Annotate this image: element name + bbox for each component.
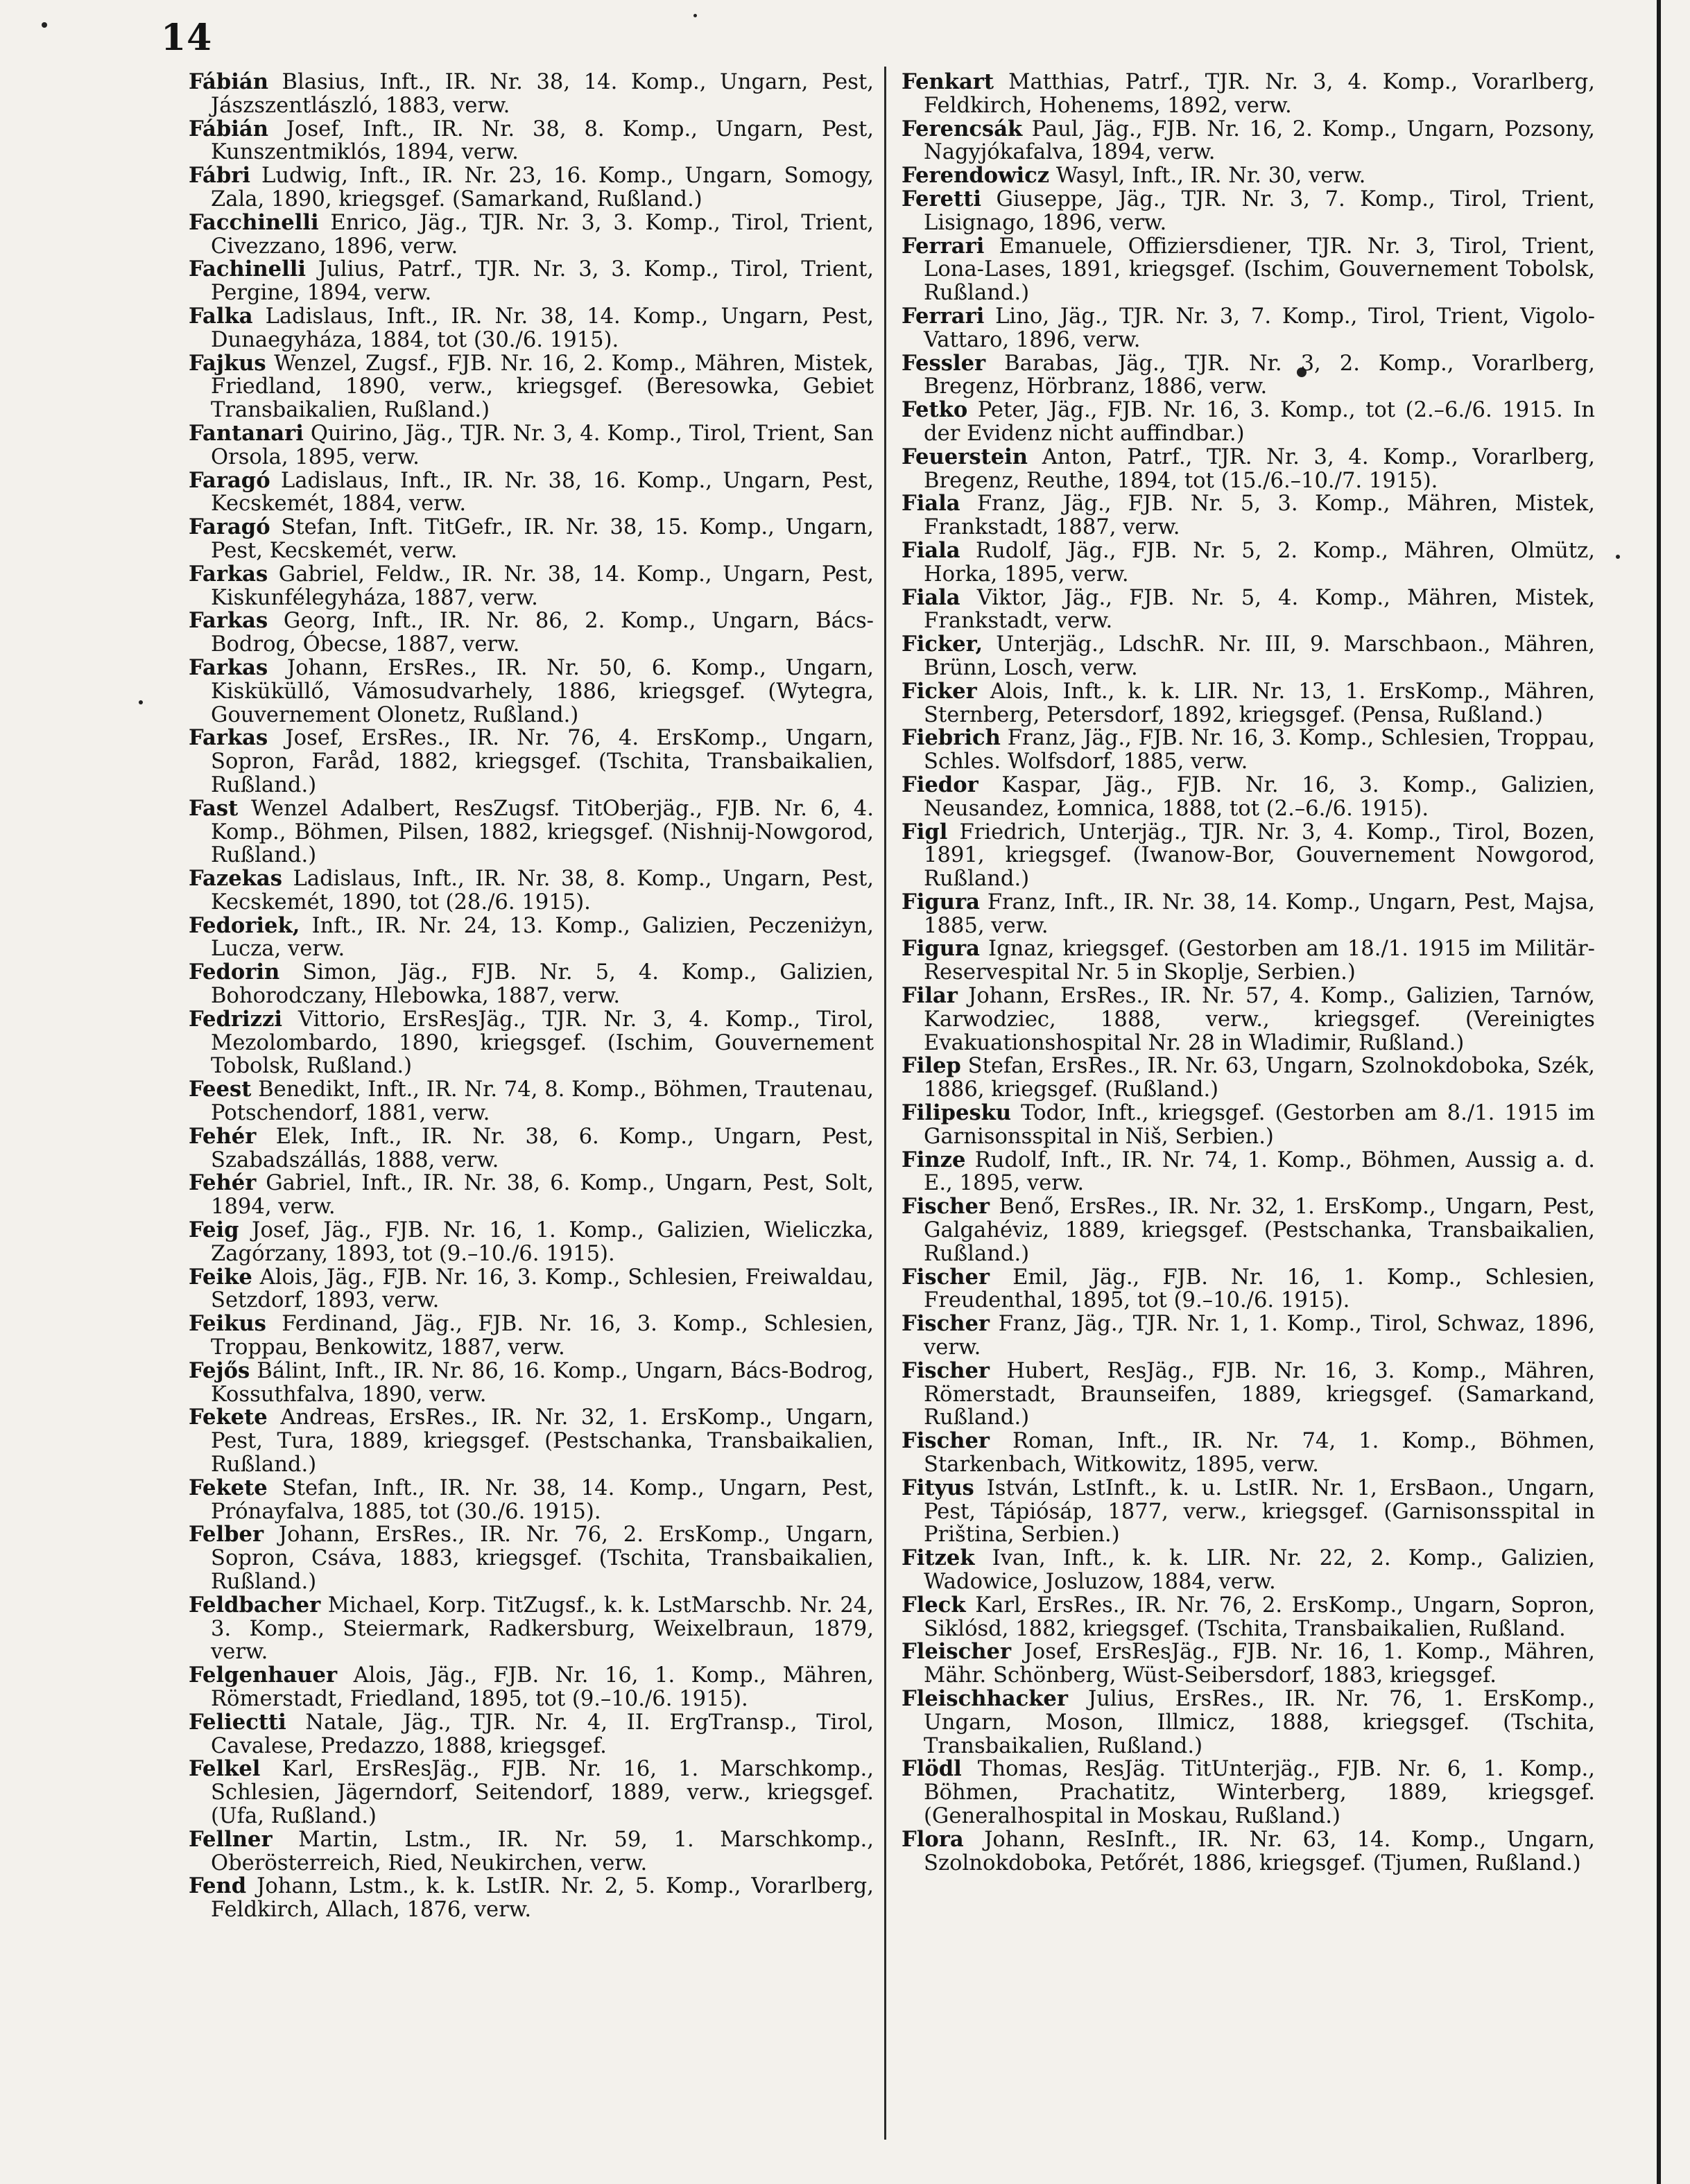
entry-surname: Fiala	[902, 491, 960, 517]
register-entry	[189, 1360, 874, 1407]
entry-surname: Figura	[902, 936, 980, 962]
entry-surname: Fiala	[902, 537, 960, 563]
entry-details: Karl, ErsRes., IR. Nr. 76, 2. ErsKomp., Ungarn, Sopron, Siklósd, 1882, kriegsgef. (Tschita, Transbaikalien, Rußland.	[924, 1593, 1595, 1641]
entry-surname: Ferrari	[902, 233, 985, 259]
scan-speck	[42, 22, 47, 28]
entry-surname: Filar	[902, 983, 958, 1009]
register-entry	[902, 1640, 1595, 1688]
register-entry	[189, 305, 874, 352]
register-entry	[902, 1312, 1595, 1360]
entry-details: Simon, Jäg., FJB. Nr. 5, 4. Komp., Galizien, Bohorodczany, Hlebowka, 1887, verw.	[211, 960, 874, 1009]
register-entry	[902, 118, 1595, 165]
entry-details: Giuseppe, Jäg., TJR. Nr. 3, 7. Komp., Tirol, Trient, Lisignago, 1896, verw.	[924, 187, 1595, 235]
register-entry	[189, 71, 874, 118]
entry-surname: Fischer	[902, 1311, 990, 1337]
register-entry	[189, 1828, 874, 1875]
entry-details: Gabriel, Inft., IR. Nr. 38, 6. Komp., Ungarn, Pest, Solt, 1894, verw.	[211, 1171, 874, 1220]
register-entry	[189, 1172, 874, 1219]
entry-surname: Flora	[902, 1826, 964, 1852]
entry-details: Stefan, Inft., IR. Nr. 38, 14. Komp., Ungarn, Pest, Prónayfalva, 1885, tot (30./6. 1915).	[211, 1475, 874, 1524]
entry-surname: Facchinelli	[189, 209, 319, 235]
entry-surname: Fleischhacker	[902, 1685, 1068, 1711]
register-entry	[902, 727, 1595, 774]
entry-surname: Faragó	[189, 514, 270, 540]
entry-surname: Ficker,	[902, 632, 983, 657]
entry-details: Wenzel, Zugsf., FJB. Nr. 16, 2. Komp., Mähren, Mistek, Friedland, 1890, verw., kriegsgef. (Beresowka, Gebiet Transbaikalien, Rußland.)	[211, 351, 874, 423]
entry-details: Wenzel Adalbert, ResZugsf. TitOberjäg., FJB. Nr. 6, 4. Komp., Böhmen, Pilsen, 1882, kriegsgef. (Nishnij-Nowgorod, Rußland.)	[211, 796, 874, 868]
register-entry	[189, 727, 874, 797]
entry-surname: Farkas	[189, 725, 268, 751]
register-entry	[902, 774, 1595, 821]
register-entry	[189, 422, 874, 469]
register-entry	[902, 188, 1595, 235]
register-entry	[189, 118, 874, 165]
register-entry	[902, 891, 1595, 938]
entry-surname: Fityus	[902, 1475, 974, 1500]
register-entry	[189, 797, 874, 867]
entry-surname: Falka	[189, 303, 253, 329]
entry-surname: Feuerstein	[902, 444, 1028, 469]
right-column	[902, 71, 1595, 1875]
entry-surname: Fellner	[189, 1826, 273, 1852]
register-entry	[189, 609, 874, 657]
entry-details: Josef, ErsResJäg., FJB. Nr. 16, 1. Komp., Mähren, Mähr. Schönberg, Wüst-Seibersdorf, 1883, kriegsgef.	[924, 1640, 1595, 1688]
entry-surname: Fábián	[189, 116, 268, 141]
entry-surname: Fessler	[902, 350, 986, 376]
entry-details: Ludwig, Inft., IR. Nr. 23, 16. Komp., Ungarn, Somogy, Zala, 1890, kriegsgef. (Samarkand, Rußland.)	[211, 164, 874, 211]
entry-details: Franz, Jäg., FJB. Nr. 16, 3. Komp., Schlesien, Troppau, Schles. Wolfsdorf, 1885, verw.	[924, 726, 1595, 774]
entry-details: Matthias, Patrf., TJR. Nr. 3, 4. Komp., Vorarlberg, Feldkirch, Hohenems, 1892, verw.	[924, 70, 1595, 118]
entry-details: Viktor, Jäg., FJB. Nr. 5, 4. Komp., Mähren, Mistek, Frankstadt, verw.	[924, 585, 1595, 634]
entry-surname: Fajkus	[189, 350, 266, 376]
register-entry	[189, 1664, 874, 1711]
entry-details: Blasius, Inft., IR. Nr. 38, 14. Komp., Ungarn, Pest, Jászszentlászló, 1883, verw.	[211, 70, 874, 118]
entry-details: Emanuele, Offiziersdiener, TJR. Nr. 3, Tirol, Trient, Lona-Lases, 1891, kriegsgef. (Ischim, Gouvernement Tobolsk, Rußland.)	[924, 234, 1595, 306]
register-entry	[189, 563, 874, 610]
register-entry	[189, 1266, 874, 1313]
entry-details: Ladislaus, Inft., IR. Nr. 38, 14. Komp., Ungarn, Pest, Dunaegyháza, 1884, tot (30./6. 1915).	[211, 304, 874, 352]
entry-details: Benő, ErsRes., IR. Nr. 32, 1. ErsKomp., Ungarn, Pest, Galgahéviz, 1889, kriegsgef. (Pestschanka, Transbaikalien, Rußland.)	[924, 1195, 1595, 1266]
entry-details: Bálint, Inft., IR. Nr. 86, 16. Komp., Ungarn, Bács-Bodrog, Kossuthfalva, 1890, verw.	[211, 1358, 874, 1407]
register-entry	[902, 1758, 1595, 1828]
entry-surname: Fedoriek,	[189, 912, 300, 938]
entry-details: Inft., IR. Nr. 24, 13. Komp., Galizien, Peczeniżyn, Lucza, verw.	[211, 913, 874, 962]
entry-surname: Fábián	[189, 69, 268, 94]
register-entry	[902, 399, 1595, 446]
entry-details: Martin, Lstm., IR. Nr. 59, 1. Marschkomp., Oberösterreich, Ried, Neukirchen, verw.	[211, 1827, 874, 1875]
left-column	[189, 71, 874, 1922]
entry-surname: Fekete	[189, 1475, 268, 1500]
entry-surname: Fejős	[189, 1358, 250, 1383]
entry-surname: Fleck	[902, 1592, 966, 1618]
entry-details: Johann, Lstm., k. k. LstIR. Nr. 2, 5. Komp., Vorarlberg, Feldkirch, Allach, 1876, verw.	[211, 1874, 874, 1923]
register-entry	[902, 1149, 1595, 1196]
register-entry	[902, 1430, 1595, 1477]
entry-surname: Feest	[189, 1077, 252, 1102]
register-entry	[902, 680, 1595, 727]
register-entry	[189, 1594, 874, 1664]
entry-details: Hubert, ResJäg., FJB. Nr. 16, 3. Komp., Mähren, Römerstadt, Braunseifen, 1889, kriegsgef. (Samarkand, Rußland.)	[924, 1358, 1595, 1430]
entry-details: István, LstInft., k. u. LstIR. Nr. 1, ErsBaon., Ungarn, Pest, Tápiósáp, 1877, verw., kriegsgef. (Garnisonsspital in Priština, Serbien.)	[924, 1475, 1595, 1548]
register-entry	[189, 657, 874, 727]
entry-surname: Fiebrich	[902, 725, 1001, 751]
entry-details: Andreas, ErsRes., IR. Nr. 32, 1. ErsKomp., Ungarn, Pest, Tura, 1889, kriegsgef. (Pestschanka, Transbaikalien, Rußland.)	[211, 1405, 874, 1477]
entry-details: Johann, ResInft., IR. Nr. 63, 14. Komp., Ungarn, Szolnokdoboka, Petőrét, 1886, kriegsgef. (Tjumen, Rußland.)	[924, 1827, 1595, 1875]
entry-details: Barabas, Jäg., TJR. Nr. 3, 2. Komp., Vorarlberg, Bregenz, Hörbranz, 1886, verw.	[924, 351, 1595, 399]
entry-details: Ladislaus, Inft., IR. Nr. 38, 16. Komp., Ungarn, Pest, Kecskemét, 1884, verw.	[211, 468, 874, 517]
entry-surname: Finze	[902, 1147, 966, 1172]
entry-surname: Fekete	[189, 1405, 268, 1430]
page-number: 14	[161, 17, 213, 59]
register-entry	[902, 1477, 1595, 1547]
entry-details: Ignaz, kriegsgef. (Gestorben am 18./1. 1915 im Militär-Reservespital Nr. 5 in Skoplje, Serbien.)	[924, 937, 1595, 985]
entry-surname: Fast	[189, 795, 239, 821]
register-entry	[189, 1406, 874, 1476]
register-entry	[902, 1055, 1595, 1102]
register-entry	[189, 1008, 874, 1078]
entry-details: Paul, Jäg., FJB. Nr. 16, 2. Komp., Ungarn, Pozsony, Nagyjókafalva, 1894, verw.	[924, 116, 1595, 165]
entry-surname: Fischer	[902, 1194, 990, 1220]
register-entry	[189, 352, 874, 422]
entry-details: Johann, ErsRes., IR. Nr. 57, 4. Komp., Galizien, Tarnów, Karwodziec, 1888, verw., kriegsgef. (Vereinigtes Evakuationshospital Nr. 28 in Wladimir, Rußland.)	[924, 984, 1595, 1055]
entry-details: Peter, Jäg., FJB. Nr. 16, 3. Komp., tot (2.–6./6. 1915. In der Evidenz nicht auffindbar.)	[924, 398, 1595, 446]
entry-surname: Feretti	[902, 186, 981, 211]
register-entry	[189, 1477, 874, 1524]
register-entry	[902, 492, 1595, 539]
entry-surname: Feike	[189, 1264, 252, 1290]
entry-details: Rudolf, Inft., IR. Nr. 74, 1. Komp., Böhmen, Aussig a. d. E., 1895, verw.	[924, 1147, 1595, 1196]
register-entry	[189, 867, 874, 915]
entry-details: Ivan, Inft., k. k. LIR. Nr. 22, 2. Komp., Galizien, Wadowice, Josluzow, 1884, verw.	[924, 1546, 1595, 1594]
register-entry	[189, 1078, 874, 1125]
entry-details: Ferdinand, Jäg., FJB. Nr. 16, 3. Komp., Schlesien, Troppau, Benkowitz, 1887, verw.	[211, 1312, 874, 1360]
entry-details: Roman, Inft., IR. Nr. 74, 1. Komp., Böhmen, Starkenbach, Witkowitz, 1895, verw.	[924, 1429, 1595, 1477]
entry-details: Michael, Korp. TitZugsf., k. k. LstMarschb. Nr. 24, 3. Komp., Steiermark, Radkersburg, Weixelbraun, 1879, verw.	[211, 1593, 874, 1665]
entry-surname: Flödl	[902, 1756, 962, 1782]
entry-surname: Ferencsák	[902, 116, 1023, 141]
scan-speck	[139, 700, 143, 704]
register-entry	[189, 1312, 874, 1360]
entry-details: Lino, Jäg., TJR. Nr. 3, 7. Komp., Tirol, Trient, Vigolo-Vattaro, 1896, verw.	[924, 304, 1595, 352]
entry-surname: Faragó	[189, 467, 270, 493]
entry-details: Enrico, Jäg., TJR. Nr. 3, 3. Komp., Tirol, Trient, Civezzano, 1896, verw.	[211, 210, 874, 259]
entry-details: Wasyl, Inft., IR. Nr. 30, verw.	[1049, 164, 1366, 189]
entry-details: Johann, ErsRes., IR. Nr. 50, 6. Komp., Ungarn, Kisküküllő, Vámosudvarhely, 1886, kriegsgef. (Wytegra, Gouvernement Olonetz, Rußland.)	[211, 655, 874, 727]
register-entry	[189, 211, 874, 259]
register-entry	[902, 633, 1595, 680]
entry-surname: Felber	[189, 1522, 264, 1548]
register-entry	[902, 937, 1595, 985]
entry-details: Franz, Jäg., TJR. Nr. 1, 1. Komp., Tirol, Schwaz, 1896, verw.	[924, 1312, 1595, 1360]
register-entry	[189, 1523, 874, 1593]
entry-surname: Fantanari	[189, 420, 304, 446]
entry-details: Karl, ErsResJäg., FJB. Nr. 16, 1. Marschkomp., Schlesien, Jägerndorf, Seitendorf, 1889, verw., kriegsgef. (Ufa, Rußland.)	[211, 1757, 874, 1828]
register-entry	[189, 1875, 874, 1922]
entry-details: Quirino, Jäg., TJR. Nr. 3, 4. Komp., Tirol, Trient, San Orsola, 1895, verw.	[211, 421, 874, 469]
register-entry	[189, 961, 874, 1008]
register-entry	[902, 352, 1595, 399]
entry-surname: Fischer	[902, 1358, 990, 1383]
entry-details: Kaspar, Jäg., FJB. Nr. 16, 3. Komp., Galizien, Neusandez, Łomnica, 1888, tot (2.–6./6. 1915).	[924, 772, 1595, 821]
entry-surname: Filipesku	[902, 1100, 1012, 1126]
entry-surname: Feikus	[189, 1311, 266, 1337]
register-entry	[902, 1685, 1595, 1758]
entry-surname: Ferrari	[902, 303, 985, 329]
entry-details: Julius, Patrf., TJR. Nr. 3, 3. Komp., Tirol, Trient, Pergine, 1894, verw.	[211, 257, 874, 306]
entry-surname: Farkas	[189, 655, 268, 680]
register-entry	[189, 469, 874, 517]
entry-details: Stefan, Inft. TitGefr., IR. Nr. 38, 15. Komp., Ungarn, Pest, Kecskemét, verw.	[211, 515, 874, 563]
register-entry	[189, 258, 874, 305]
entry-details: Elek, Inft., IR. Nr. 38, 6. Komp., Ungarn, Pest, Szabadszállás, 1888, verw.	[211, 1124, 874, 1172]
entry-details: Rudolf, Jäg., FJB. Nr. 5, 2. Komp., Mähren, Olmütz, Horka, 1895, verw.	[924, 538, 1595, 587]
entry-surname: Fazekas	[189, 866, 282, 892]
entry-details: Ladislaus, Inft., IR. Nr. 38, 8. Komp., Ungarn, Pest, Kecskemét, 1890, tot (28./6. 1915).	[211, 867, 874, 915]
entry-details: Natale, Jäg., TJR. Nr. 4, II. ErgTransp., Tirol, Cavalese, Predazzo, 1888, kriegsgef.	[211, 1710, 874, 1758]
scan-speck	[693, 14, 697, 17]
register-entry	[902, 446, 1595, 493]
entry-details: Johann, ErsRes., IR. Nr. 76, 2. ErsKomp., Ungarn, Sopron, Csáva, 1883, kriegsgef. (Tschita, Transbaikalien, Rußland.)	[211, 1523, 874, 1594]
register-entry	[189, 164, 874, 211]
entry-surname: Feldbacher	[189, 1592, 321, 1618]
entry-surname: Fehér	[189, 1170, 257, 1196]
register-entry	[189, 1219, 874, 1266]
register-entry	[902, 1360, 1595, 1430]
entry-details: Alois, Jäg., FJB. Nr. 16, 1. Komp., Mähren, Römerstadt, Friedland, 1895, tot (9.–10./6. 1915).	[211, 1663, 874, 1711]
register-entry	[902, 1594, 1595, 1641]
entry-details: Friedrich, Unterjäg., TJR. Nr. 3, 4. Komp., Tirol, Bozen, 1891, kriegsgef. (Iwanow-Bor, Gouvernement Nowgorod, Rußland.)	[924, 820, 1595, 892]
register-entry	[902, 1102, 1595, 1149]
entry-details: Gabriel, Feldw., IR. Nr. 38, 14. Komp., Ungarn, Pest, Kiskunfélegyháza, 1887, verw.	[211, 562, 874, 610]
column-divider	[884, 67, 886, 2140]
page-edge-rule	[1657, 0, 1661, 2184]
register-entry	[189, 1758, 874, 1828]
entry-details: Unterjäg., LdschR. Nr. III, 9. Marschbaon., Mähren, Brünn, Losch, verw.	[924, 632, 1595, 680]
entry-surname: Fedrizzi	[189, 1006, 283, 1032]
entry-surname: Fend	[189, 1873, 247, 1899]
entry-details: Josef, ErsRes., IR. Nr. 76, 4. ErsKomp., Ungarn, Sopron, Faråd, 1882, kriegsgef. (Tschita, Transbaikalien, Rußland.)	[211, 726, 874, 797]
entry-details: Julius, ErsRes., IR. Nr. 76, 1. ErsKomp., Ungarn, Moson, Illmicz, 1888, kriegsgef. (Tschita, Transbaikalien, Rußland.)	[924, 1686, 1595, 1758]
entry-surname: Fábri	[189, 163, 251, 189]
register-entry	[902, 164, 1595, 188]
entry-details: Anton, Patrf., TJR. Nr. 3, 4. Komp., Vorarlberg, Bregenz, Reuthe, 1894, tot (15./6.–10./7. 1915).	[924, 444, 1595, 493]
entry-surname: Filep	[902, 1053, 961, 1079]
entry-surname: Feliectti	[189, 1709, 286, 1735]
register-entry	[902, 539, 1595, 587]
entry-details: Emil, Jäg., FJB. Nr. 16, 1. Komp., Schlesien, Freudenthal, 1895, tot (9.–10./6. 1915).	[924, 1265, 1595, 1313]
entry-surname: Fischer	[902, 1428, 990, 1454]
scan-speck	[1616, 555, 1620, 559]
entry-surname: Fitzek	[902, 1545, 975, 1571]
entry-details: Josef, Jäg., FJB. Nr. 16, 1. Komp., Galizien, Wieliczka, Zagórzany, 1893, tot (9.–10./6. 1915).	[211, 1218, 874, 1266]
entry-surname: Ficker	[902, 678, 977, 704]
entry-surname: Fiala	[902, 584, 960, 610]
entry-surname: Felkel	[189, 1756, 261, 1782]
entry-surname: Fenkart	[902, 69, 994, 94]
register-entry	[902, 71, 1595, 118]
entry-surname: Ferendowicz	[902, 163, 1050, 189]
entry-surname: Fedorin	[189, 960, 280, 985]
register-entry	[902, 1547, 1595, 1594]
entry-surname: Figl	[902, 819, 948, 844]
register-entry	[902, 821, 1595, 891]
entry-surname: Fischer	[902, 1264, 990, 1290]
entry-details: Franz, Inft., IR. Nr. 38, 14. Komp., Ungarn, Pest, Majsa, 1885, verw.	[924, 890, 1595, 938]
entry-surname: Farkas	[189, 608, 268, 634]
entry-surname: Feig	[189, 1217, 239, 1243]
entry-details: Stefan, ErsRes., IR. Nr. 63, Ungarn, Szolnokdoboka, Szék, 1886, kriegsgef. (Rußland.)	[924, 1054, 1595, 1102]
entry-surname: Farkas	[189, 561, 268, 587]
entry-surname: Fachinelli	[189, 257, 306, 282]
entry-details: Vittorio, ErsResJäg., TJR. Nr. 3, 4. Komp., Tirol, Mezolombardo, 1890, kriegsgef. (Ischim, Gouvernement Tobolsk, Rußland.)	[211, 1007, 874, 1079]
register-entry	[902, 1195, 1595, 1265]
entry-details: Franz, Jäg., FJB. Nr. 5, 3. Komp., Mähren, Mistek, Frankstadt, 1887, verw.	[924, 492, 1595, 540]
entry-details: Georg, Inft., IR. Nr. 86, 2. Komp., Ungarn, Bács-Bodrog, Óbecse, 1887, verw.	[211, 609, 874, 657]
entry-surname: Felgenhauer	[189, 1663, 338, 1688]
register-entry	[189, 1711, 874, 1758]
entry-surname: Fiedor	[902, 772, 978, 797]
register-entry	[189, 1125, 874, 1172]
entry-details: Benedikt, Inft., IR. Nr. 74, 8. Komp., Böhmen, Trautenau, Potschendorf, 1881, verw.	[211, 1077, 874, 1126]
register-entry	[902, 235, 1595, 305]
entry-details: Alois, Inft., k. k. LIR. Nr. 13, 1. ErsKomp., Mähren, Sternberg, Petersdorf, 1892, kriegsgef. (Pensa, Rußland.)	[924, 679, 1595, 727]
entry-details: Alois, Jäg., FJB. Nr. 16, 3. Komp., Schlesien, Freiwaldau, Setzdorf, 1893, verw.	[211, 1265, 874, 1313]
entry-details: Thomas, ResJäg. TitUnterjäg., FJB. Nr. 6, 1. Komp., Böhmen, Prachatitz, Winterberg, 1889, kriegsgef. (Generalhospital in Moskau, Rußland.)	[924, 1757, 1595, 1828]
entry-surname: Figura	[902, 889, 980, 915]
register-entry	[902, 305, 1595, 352]
entry-surname: Fleischer	[902, 1639, 1012, 1665]
register-entry	[902, 1266, 1595, 1313]
entry-surname: Fetko	[902, 397, 968, 423]
register-entry	[902, 584, 1595, 634]
register-entry	[189, 912, 874, 962]
register-entry	[189, 516, 874, 563]
entry-surname: Fehér	[189, 1123, 257, 1149]
entry-details: Todor, Inft., kriegsgef. (Gestorben am 8./1. 1915 im Garnisonsspital in Niš, Serbien.)	[924, 1101, 1595, 1149]
register-entry	[902, 1828, 1595, 1875]
register-entry	[902, 985, 1595, 1055]
entry-details: Josef, Inft., IR. Nr. 38, 8. Komp., Ungarn, Pest, Kunszentmiklós, 1894, verw.	[211, 116, 874, 165]
